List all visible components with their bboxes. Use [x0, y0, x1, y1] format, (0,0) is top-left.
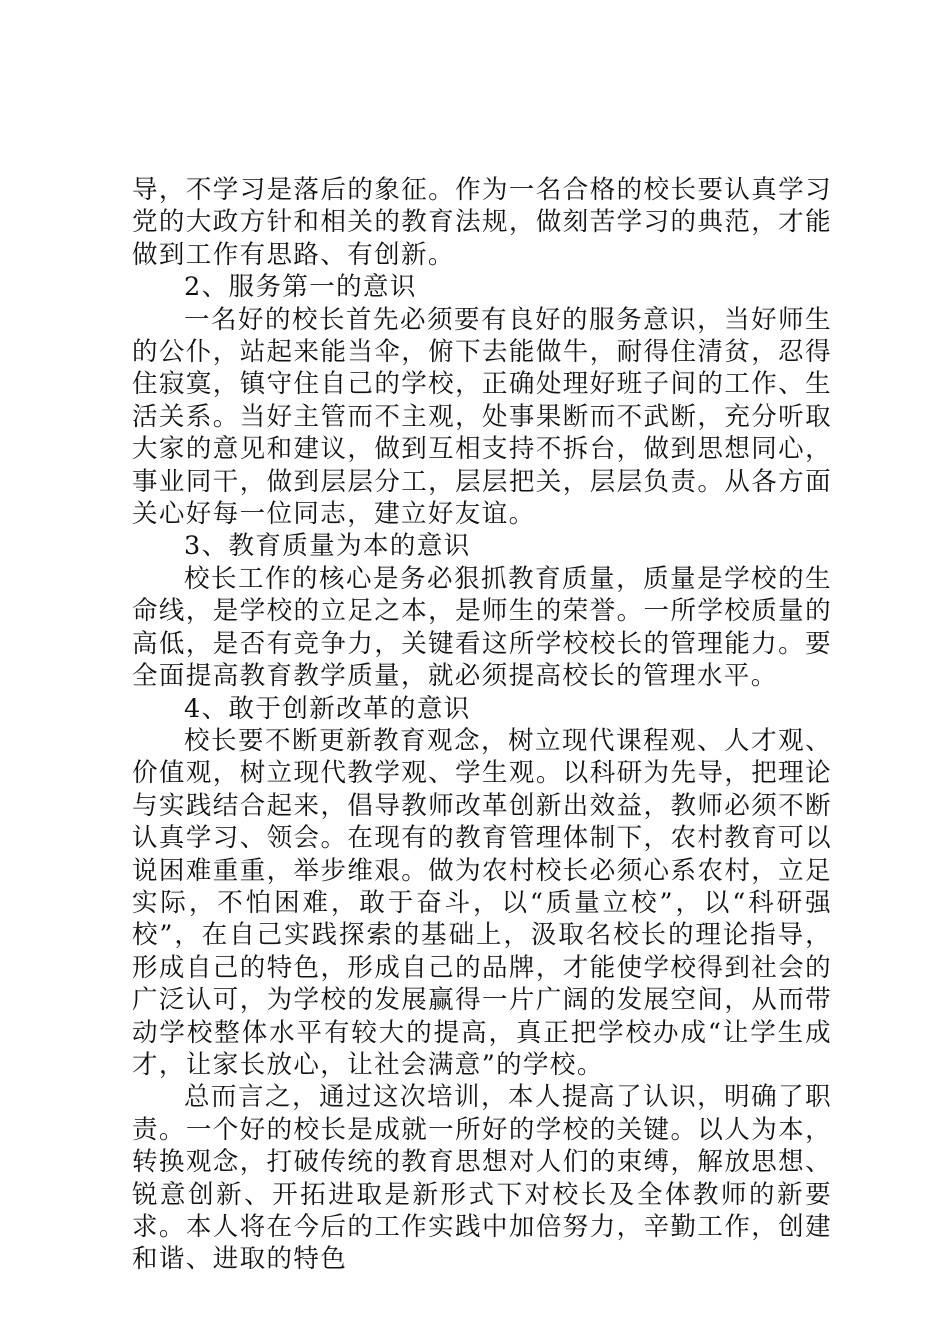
document-body [132, 174, 832, 1276]
paragraph-quality: 校长工作的核心是务必狠抓教育质量，质量是学校的生命线，是学校的立足之本，是师生的荣誉。一所学校质量的高低，是否有竞争力，关键看这所学校校长的管理能力。要全面提高教育教学质量，就必须提高校长的管理水平。 [132, 563, 832, 692]
paragraph-service: 一名好的校长首先必须要有良好的服务意识，当好师生的公仆，站起来能当伞，俯下去能做牛，耐得住清贫，忍得住寂寞，镇守住自己的学校，正确处理好班子间的工作、生活关系。当好主管而不主观，处事果断而不武断，充分听取大家的意见和建议，做到互相支持不拆台，做到思想同心，事业同干，做到层层分工，层层把关，层层负责。从各方面关心好每一位同志，建立好友谊。 [132, 304, 832, 530]
paragraph-innovation: 校长要不断更新教育观念，树立现代课程观、人才观、价值观，树立现代教学观、学生观。以科研为先导，把理论与实践结合起来，倡导教师改革创新出效益，教师必须不断认真学习、领会。在现有的教育管理体制下，农村教育可以说困难重重，举步维艰。做为农村校长必须心系农村，立足实际，不怕困难，敢于奋斗，以“质量立校”，以“科研强校”，在自己实践探索的基础上，汲取名校长的理论指导，形成自己的特色，形成自己的品牌，才能使学校得到社会的广泛认可，为学校的发展赢得一片广阔的发展空间，从而带动学校整体水平有较大的提高，真正把学校办成“让学生成才，让家长放心，让社会满意”的学校。 [132, 725, 832, 1080]
section-heading-quality: 3、教育质量为本的意识 [184, 531, 471, 562]
section-heading-innovation: 4、敢于创新改革的意识 [184, 693, 471, 724]
paragraph-continuation: 导，不学习是落后的象征。作为一名合格的校长要认真学习党的大政方针和相关的教育法规，做刻苦学习的典范，才能做到工作有思路、有创新。 [132, 175, 832, 270]
paragraph-summary: 总而言之，通过这次培训，本人提高了认识，明确了职责。一个好的校长是成就一所好的学校的关键。以人为本，转换观念，打破传统的教育思想对人们的束缚，解放思想、锐意创新、开拓进取是新形式下对校长及全体教师的新要求。本人将在今后的工作实践中加倍努力，辛勤工作，创建和谐、进取的特色 [132, 1082, 832, 1275]
section-heading-service: 2、服务第一的意识 [184, 272, 417, 303]
